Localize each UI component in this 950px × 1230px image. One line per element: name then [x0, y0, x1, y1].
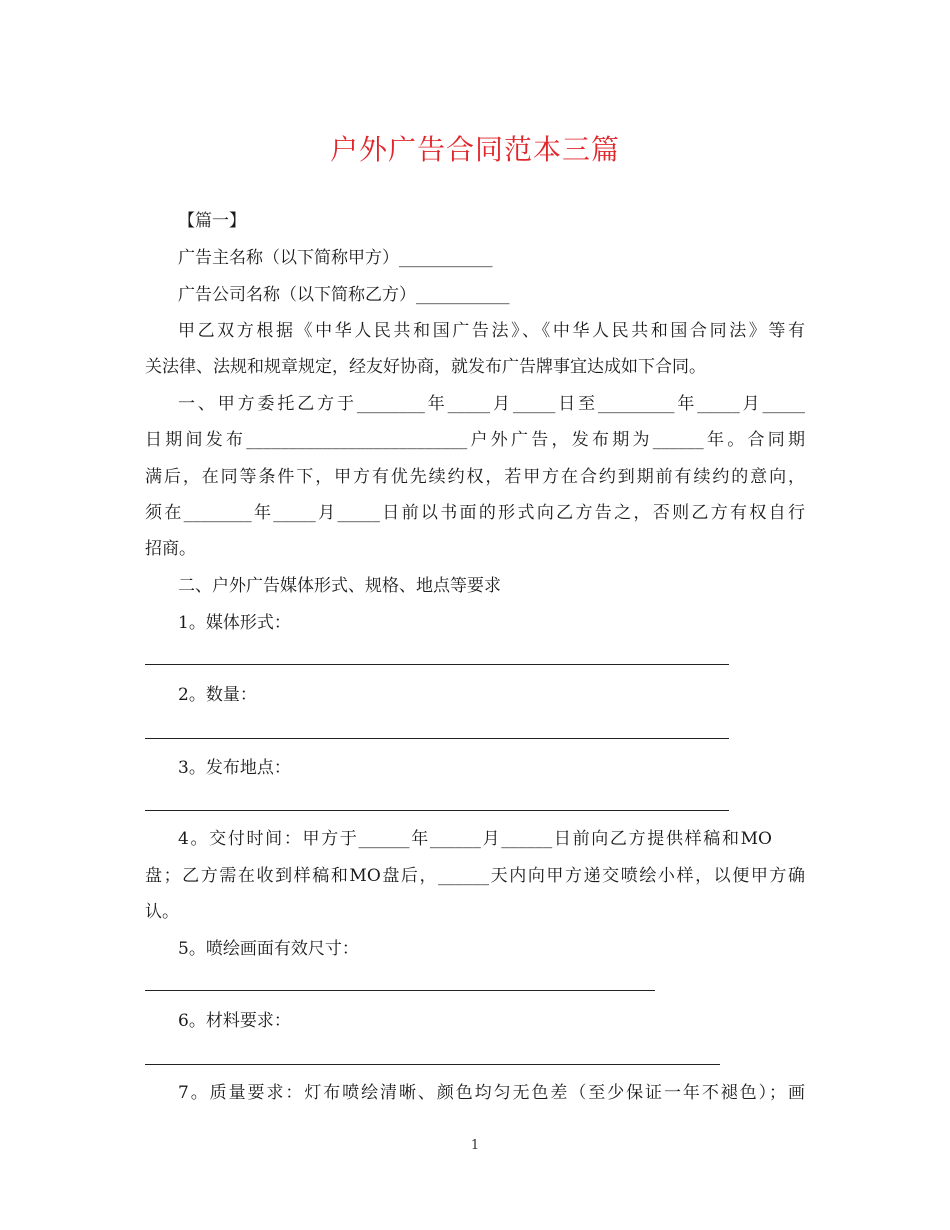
paragraph-line: 7。质量要求：灯布喷绘清晰、颜色均匀无色差（至少保证一年不褪色）；画 — [178, 1083, 805, 1103]
paragraph-line: 5。喷绘画面有效尺寸： — [178, 939, 359, 959]
page-number: 1 — [470, 1138, 480, 1153]
paragraph-line: 4。交付时间：甲方于______年______月______日前向乙方提供样稿和MO — [178, 829, 772, 849]
document-title: 户外广告合同范本三篇 — [329, 133, 620, 166]
fill-in-rule — [145, 810, 729, 811]
paragraph-line: 日期间发布__________________________户外广告，发布期为______年。合同期 — [145, 430, 805, 450]
paragraph-line: 广告主名称（以下简称甲方）___________ — [178, 248, 493, 268]
fill-in-rule — [145, 738, 729, 739]
fill-in-rule — [145, 990, 655, 991]
paragraph-line: 2。数量： — [178, 685, 257, 705]
fill-in-rule — [145, 664, 729, 665]
paragraph-line: 关法律、法规和规章规定，经友好协商，就发布广告牌事宜达成如下合同。 — [145, 357, 706, 377]
paragraph-line: 须在________年_____月_____日前以书面的形式向乙方告之，否则乙方有权自行 — [145, 503, 805, 523]
paragraph-line: 6。材料要求： — [178, 1011, 291, 1031]
paragraph-line: 盘；乙方需在收到样稿和MO盘后，______天内向甲方递交喷绘小样，以便甲方确 — [145, 866, 805, 886]
section-heading: 【篇一】 — [178, 211, 246, 231]
paragraph-line: 认。 — [145, 902, 179, 922]
paragraph-line: 一、甲方委托乙方于________年_____月_____日至_________年_____月_____ — [178, 394, 805, 414]
paragraph-line: 二、户外广告媒体形式、规格、地点等要求 — [178, 576, 501, 596]
paragraph-line: 3。发布地点： — [178, 758, 291, 778]
paragraph-line: 招商。 — [145, 539, 196, 559]
paragraph-line: 1。媒体形式： — [178, 613, 291, 633]
fill-in-rule — [145, 1064, 720, 1065]
paragraph-line: 满后，在同等条件下，甲方有优先续约权，若甲方在合约到期前有续约的意向， — [145, 467, 805, 487]
paragraph-line: 广告公司名称（以下简称乙方）___________ — [178, 285, 510, 305]
paragraph-line: 甲乙双方根据《中华人民共和国广告法》、《中华人民共和国合同法》等有 — [178, 321, 805, 341]
